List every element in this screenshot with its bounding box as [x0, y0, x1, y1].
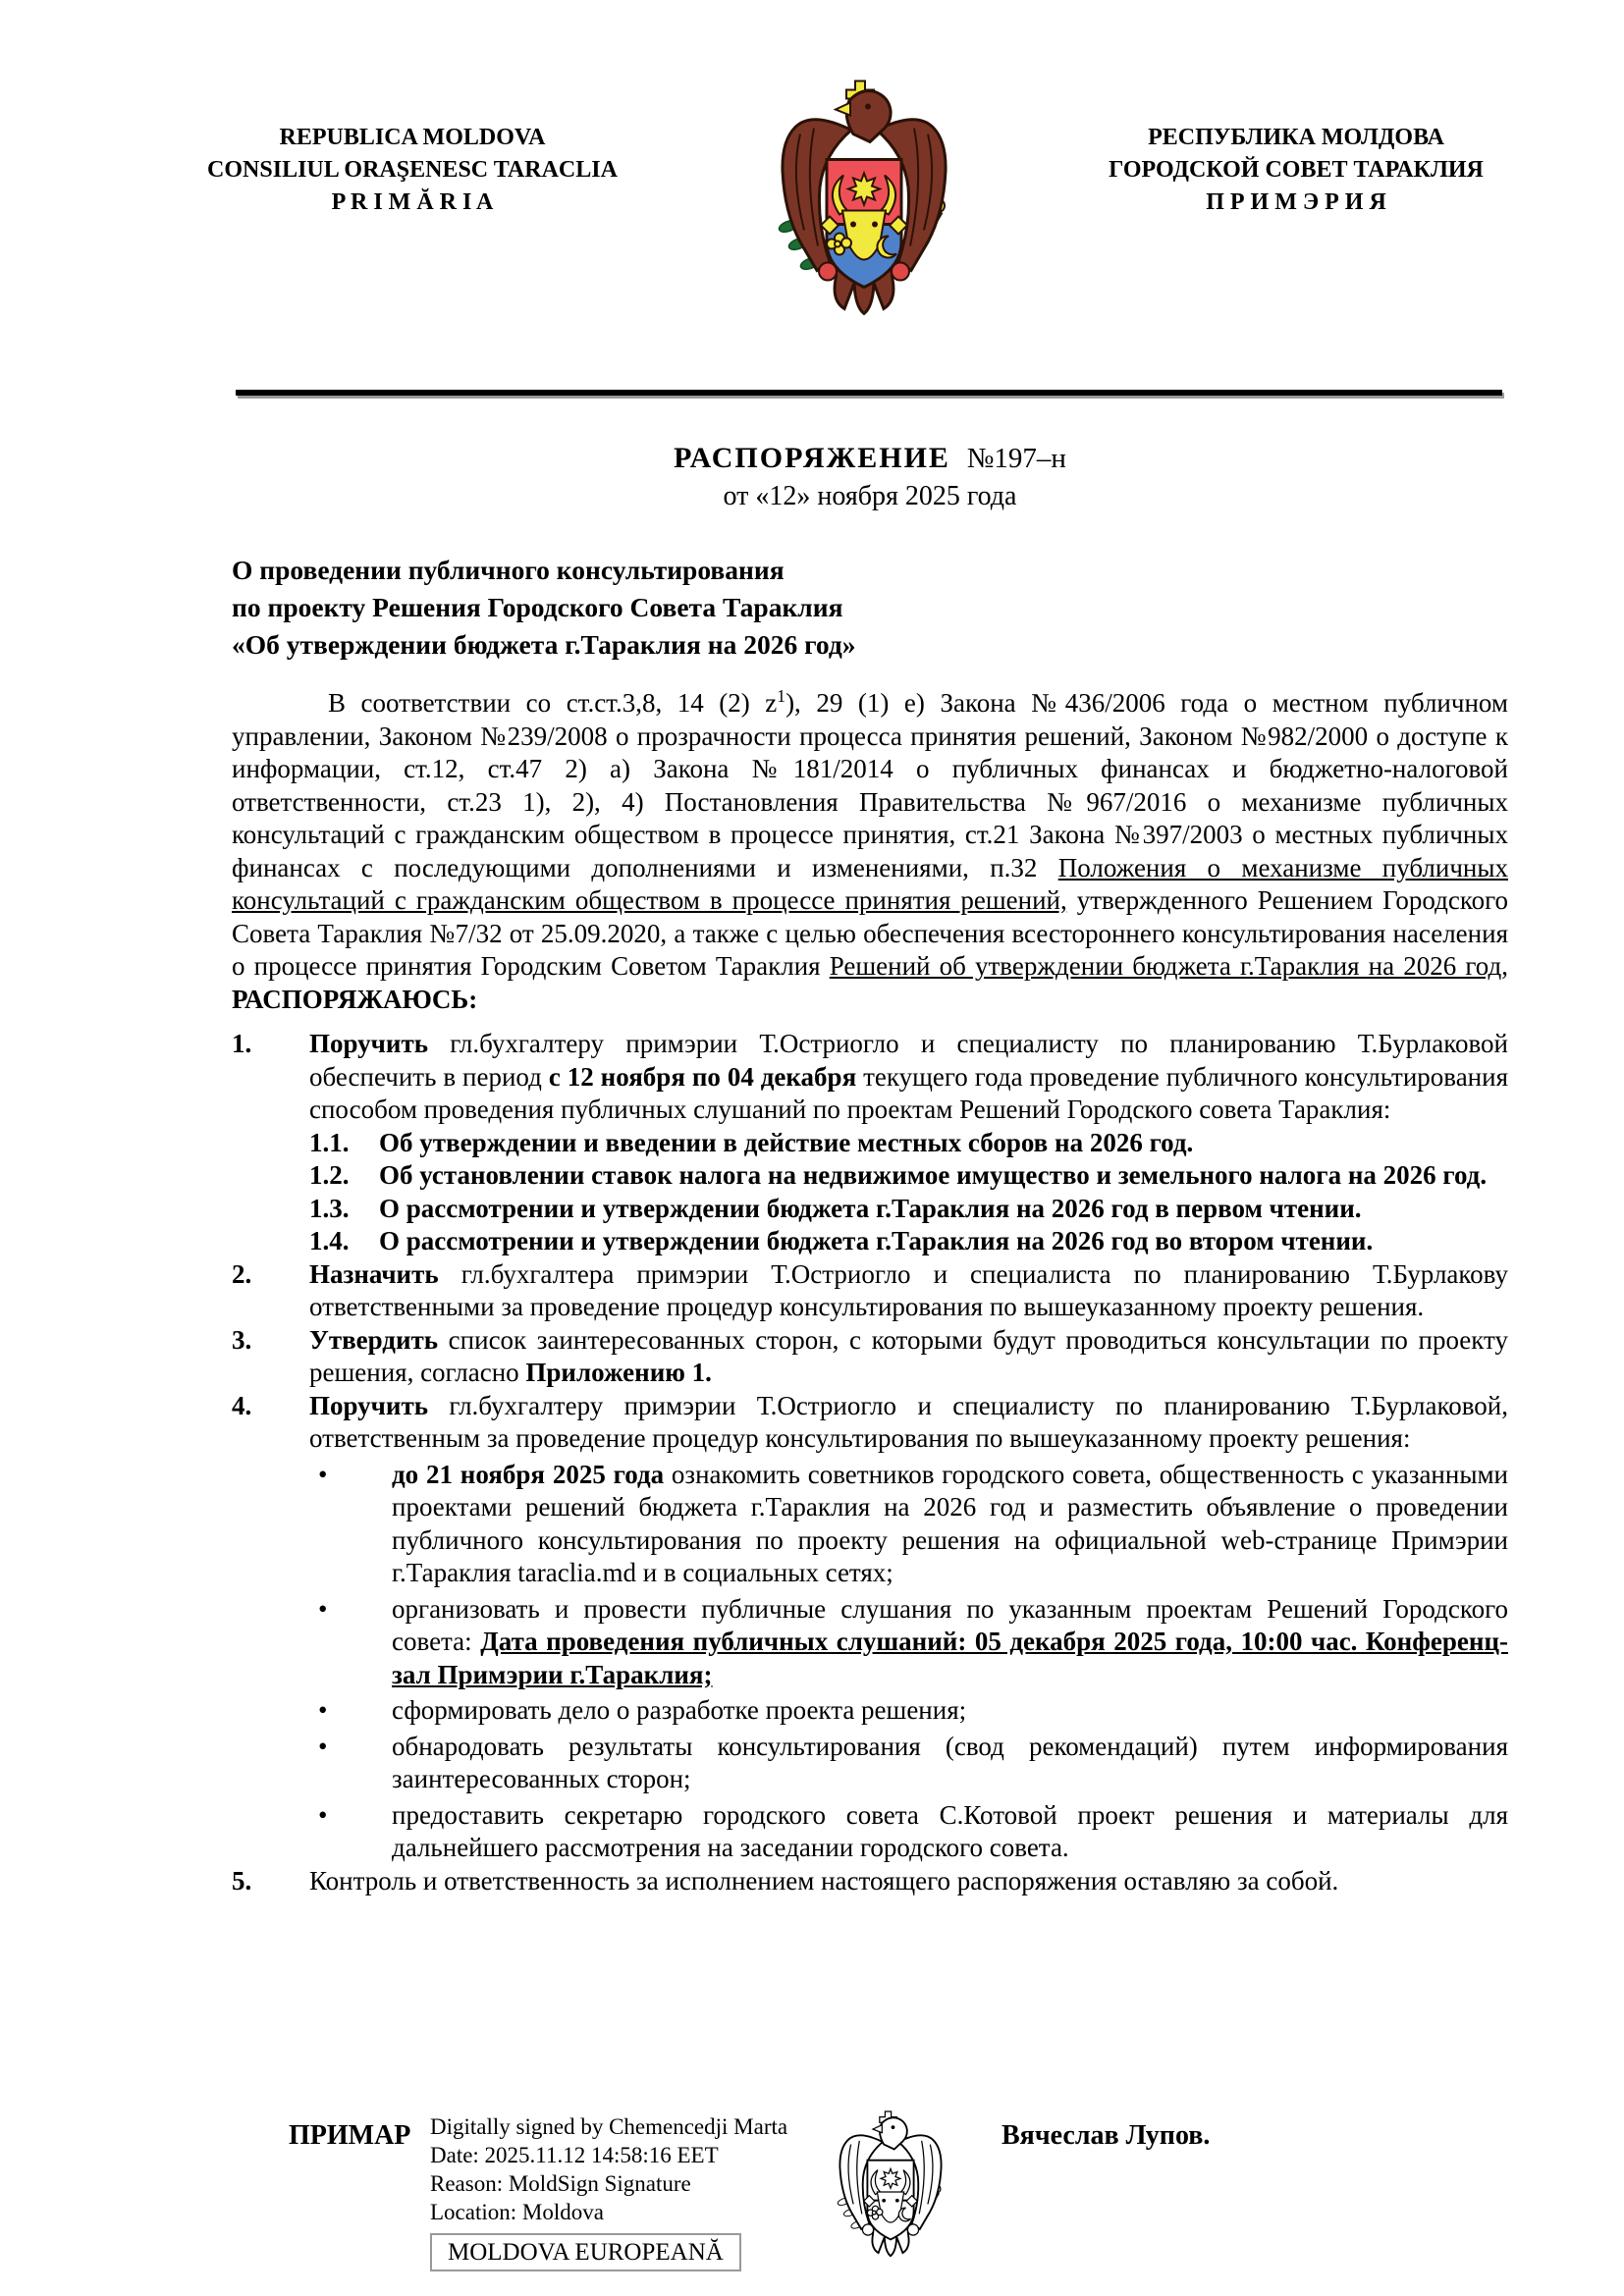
preamble-text: В соответствии со ст.ст.3,8, 14 (2) z — [328, 688, 778, 718]
item-number: 5. — [232, 1865, 252, 1896]
item-number: 4. — [232, 1390, 252, 1420]
preamble-superscript: 1 — [777, 686, 786, 706]
preamble-underlined-clause: Положения о механизме публичных консультаций с гражданским обществом в процессе принятия решений, — [232, 852, 1508, 915]
item-number: 3. — [232, 1324, 252, 1355]
item-number: 1.3. — [309, 1193, 350, 1223]
org-name-ro-line1: REPUBLICA MOLDOVA — [279, 125, 546, 150]
org-name-ru-line2: ГОРОДСКОЙ СОВЕТ ТАРАКЛИЯ — [1109, 157, 1484, 183]
item-number: 1. — [232, 1029, 252, 1058]
doc-date-line: от «12» ноября 2025 года — [723, 480, 1017, 511]
item-number: 1.2. — [309, 1160, 350, 1190]
document-body — [232, 432, 1508, 1897]
header-divider-rule — [236, 390, 1502, 396]
org-name-ro-line2: CONSILIUL ORAŞENESC TARACLIA — [207, 157, 618, 183]
doc-type-title: РАСПОРЯЖЕНИЕ — [674, 442, 950, 474]
order-item-4: 4. Поручить гл.бухгалтеру примэрии Т.Остриогло и специалисту по планированию Т.Бурлаковой, ответственным за проведение процедур консультирования по вышеуказанному проекту решения: — [232, 1390, 1508, 1453]
signature-stamp-box: MOLDOVA EUROPEANĂ — [430, 2233, 741, 2271]
ordering-word: РАСПОРЯЖАЮСЬ: — [232, 984, 478, 1014]
header-left-block — [157, 122, 668, 219]
item-number: 1.1. — [309, 1127, 350, 1157]
order-item-1-4: 1.4. О рассмотрении и утверждении бюджета г.Тараклия на 2026 год во втором чтении. — [232, 1225, 1508, 1258]
preamble-text: утвержденного Решением Городского Совета Тараклия №7/32 от 25.09.2020, а также с целью обеспечения всестороннего консультирования населения о процессе принятия Городским Советом Тараклия — [232, 885, 1508, 981]
subject-heading — [232, 552, 1508, 664]
order-item-3: 3. Утвердить список заинтересованных сторон, с которыми будут проводиться консультации по проекту решения, согласно Приложению 1. — [232, 1324, 1508, 1387]
preamble-underlined-clause: Решений об утверждении бюджета г.Тараклия на 2026 год, — [829, 951, 1508, 981]
signature-line-reason: Reason: MoldSign Signature — [430, 2171, 691, 2196]
moldova-coat-of-arms-icon — [771, 75, 957, 347]
preamble-text: ), 29 (1) е) Закона №436/2006 года о местном публичном управлении, Законом №239/2008 о прозрачности процесса принятия решений, Законом №982/2000 о доступе к информации, ст.12, ст.47 2) а) Закона №181/2014 о публичных финансах и бюджетно-налоговой ответственности, ст.23 1), 2), 4) Постановления Правительства №967/2016 о механизме публичных консультаций с гражданским обществом в процессе принятия, ст.21 Закона №397/2003 о местных публичных финансах с последующими дополнениями и изменениями, п.32 — [232, 688, 1508, 882]
hearing-date-clause: Дата проведения публичных слушаний: 05 декабря 2025 года, 10:00 час. Конференц-зал Примэрии г.Тараклия; — [392, 1627, 1508, 1689]
order-item-4-bullet-3: • сформировать дело о разработке проекта решения; — [232, 1694, 1508, 1728]
item-number: 2. — [232, 1258, 252, 1289]
org-name-ru-line1: РЕСПУБЛИКА МОЛДОВА — [1148, 125, 1444, 150]
signer-role-label: ПРИМАР — [289, 2120, 411, 2151]
order-item-1-3: 1.3. О рассмотрении и утверждении бюджета г.Тараклия на 2026 год в первом чтении. — [232, 1193, 1508, 1226]
signature-line-signed-by: Digitally signed by Chemencedji Marta — [430, 2114, 788, 2139]
moldova-coat-of-arms-outline-icon — [833, 2109, 948, 2275]
subject-line1: О проведении публичного консультирования — [232, 555, 785, 585]
order-item-2: 2. Назначить гл.бухгалтера примэрии Т.Остриогло и специалиста по планированию Т.Бурлакову ответственными за проведение процедур консультирования по вышеуказанному проекту решения. — [232, 1258, 1508, 1321]
item-number: 1.4. — [309, 1226, 350, 1255]
order-item-1: 1. Поручить гл.бухгалтеру примэрии Т.Остриогло и специалисту по планированию Т.Бурлаковой обеспечить в период с 12 ноября по 04 декабря текущего года проведение публичного консультирования способом проведения публичных слушаний по проектам Решений Городского совета Тараклия: — [232, 1029, 1508, 1124]
digital-signature-block — [430, 2112, 787, 2271]
header-right-block — [1070, 122, 1522, 219]
order-item-4-bullet-5: • предоставить секретарю городского совета С.Котовой проект решения и материалы для дальнейшего рассмотрения на заседании городского совета. — [232, 1799, 1508, 1865]
order-item-4-bullet-4: • обнародовать результаты консультирования (свод рекомендаций) путем информирования заинтересованных сторон; — [232, 1731, 1508, 1796]
order-item-4-bullet-2: • организовать и провести публичные слушания по указанным проектам Решений Городского совета: Дата проведения публичных слушаний: 05 декабря 2025 года, 10:00 час. Конференц-зал Примэрии г.Тараклия; — [232, 1593, 1508, 1692]
order-item-4-bullet-1: • до 21 ноября 2025 года ознакомить советников городского совета, общественность с указанными проектами решений бюджета г.Тараклия на 2026 год и разместить объявление о проведении публичного консультирования по проекту решения на официальной web-странице Примэрии г.Тараклия taraclia.md и в социальных сетях; — [232, 1459, 1508, 1590]
subject-line3: «Об утверждении бюджета г.Тараклия на 2026 год» — [232, 629, 856, 660]
order-item-5: 5. Контроль и ответственность за исполнением настоящего распоряжения оставляю за собой. — [232, 1865, 1508, 1898]
org-name-ru-line3: П Р И М Э Р И Я — [1206, 189, 1386, 215]
org-name-ro-line3: P R I M Ă R I A — [331, 189, 494, 215]
doc-number: №197–н — [966, 443, 1066, 474]
signer-name: Вячеслав Лупов. — [1001, 2120, 1211, 2151]
order-item-1-1: 1.1. Об утверждении и введении в действие местных сборов на 2026 год. — [232, 1127, 1508, 1160]
signature-line-location: Location: Moldova — [430, 2200, 604, 2224]
signature-line-date: Date: 2025.11.12 14:58:16 EET — [430, 2143, 719, 2167]
order-item-1-2: 1.2. Об установлении ставок налога на недвижимое имущество и земельного налога на 2026 год. — [232, 1159, 1508, 1193]
order-list — [232, 1028, 1508, 1897]
doc-title-line — [232, 442, 1508, 476]
subject-line2: по проекту Решения Городского Совета Тараклия — [232, 592, 843, 622]
preamble-paragraph — [232, 687, 1508, 1016]
